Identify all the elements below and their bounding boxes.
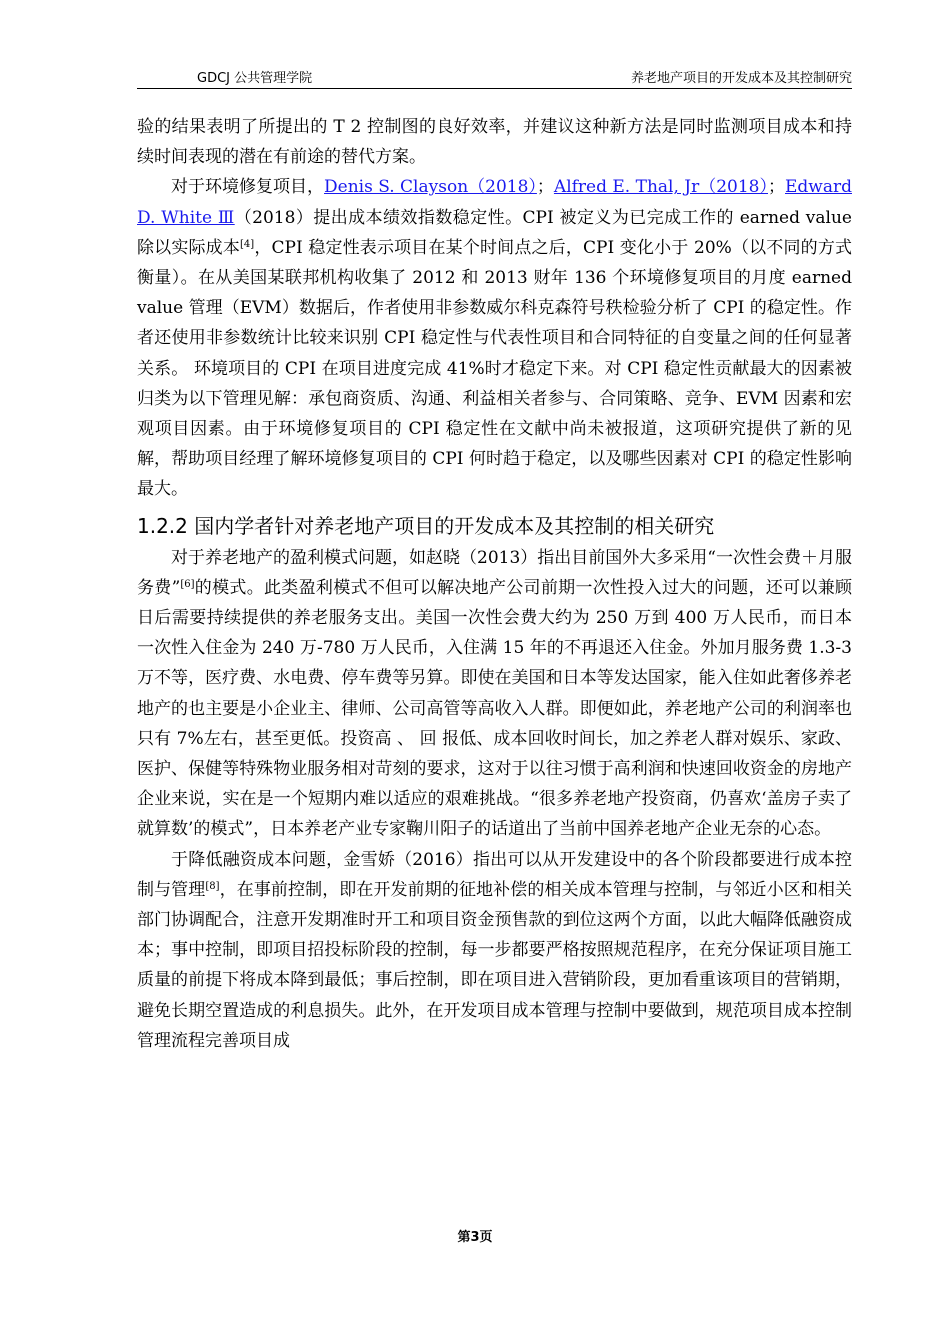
citation-link-white[interactable]: Edward D. White Ⅲ (137, 177, 852, 228)
section-heading: 1.2.2 国内学者针对养老地产项目的开发成本及其控制的相关研究 (137, 513, 715, 538)
paragraph-4-rest: ，在事前控制，即在开发前期的征地补偿的相关成本管理与控制，与邻近小区和相关部门协调配合，注意开发期准时开工和项目资金预售款的到位这两个方面，以此大幅降低融资成本；事中控制，即项目招投标阶段的控制，每一步都要严格按照规范程序，在充分保证项目施工质量的前提下将成本降到最低；事后控制，即在项目进入营销阶段，更加看重该项目的营销期，避免长期空置造成的利息损失。此外，在开发项目成本管理与控制中要做到，规范项目成本控制管理流程完善项目成 (137, 879, 852, 1051)
citation-link-clayson[interactable]: Denis S. Clayson（2018） (324, 177, 537, 198)
paragraph-2-rest: ，CPI 稳定性表示项目在某个时间点之后，CPI 变化小于 20%（以不同的方式衡量）。在从美国某联邦机构收集了 2012 和 2013 财年 136 个环境修复项目的月度 earned value 管理（EVM）数据后，作者使用非参数威尔科克森符号秩检验分析了 CPI 的稳定性。作者还使用非参数统计比较来识别 CPI 稳定性与代表性项目和合同特征的自变量之间的任何显著关系。 环境项目的 CPI 在项目进度完成 41%时才稳定下来。对 CPI 稳定性贡献最大的因素被归类为以下管理见解：承包商资质、沟通、利益相关者参与、合同策略、竞争、EVM 因素和宏观项目因素。由于环境修复项目的 CPI 稳定性在文献中尚未被报道，这项研究提供了新的见解，帮助项目经理了解环境修复项目的 CPI 何时趋于稳定，以及哪些因素对 CPI 的稳定性影响最大。 (137, 237, 852, 500)
page-body (137, 112, 852, 1056)
reference-6: [6] (180, 578, 195, 590)
paragraph-2-mid: （2018）提出成本绩效指数稳定性。CPI 被定义为已完成工作的 earned value 除以实际成本 (137, 207, 852, 258)
paragraph-4-start: 于降低融资成本问题，金雪娇（2016）指出可以从开发建设中的各个阶段都要进行成本控制与管理 (137, 849, 852, 900)
paragraph-2 (137, 172, 852, 504)
reference-8: [8] (205, 880, 220, 892)
paragraph-1: 验的结果表明了所提出的 T 2 控制图的良好效率，并建议这种新方法是同时监测项目成本和持续时间表现的潜在有前途的替代方案。 (137, 117, 852, 168)
paragraph-4 (137, 845, 852, 1056)
page-number: 第3页 (457, 1230, 493, 1245)
header-title: 养老地产项目的开发成本及其控制研究 (630, 71, 852, 86)
separator-1: ； (536, 177, 554, 198)
header-institution: GDCJ 公共管理学院 (197, 71, 313, 86)
paragraph-3-start: 对于养老地产的盈利模式问题，如赵晓（2013）指出目前国外大多采用“一次性会费＋月服务费” (137, 547, 852, 598)
paragraph-3 (137, 543, 852, 845)
citation-link-thal[interactable]: Alfred E. Thal, Jr（2018） (553, 177, 768, 198)
separator-2: ； (768, 177, 785, 198)
reference-4: [4] (240, 238, 255, 250)
paragraph-3-rest: 的模式。此类盈利模式不但可以解决地产公司前期一次性投入过大的问题，还可以兼顾日后需要持续提供的养老服务支出。美国一次性会费大约为 250 万到 400 万人民币，而日本一次性入住金为 240 万-780 万人民币，入住满 15 年的不再退还入住金。外加月服务费 1.3-3 万不等，医疗费、水电费、停车费等另算。即使在美国和日本等发达国家，能入住如此奢侈养老地产的也主要是小企业主、律师、公司高管等高收入人群。即便如此，养老地产公司的利润率也只有 7%左右，甚至更低。投资高 、 回 报低、成本回收时间长，加之养老人群对娱乐、家政、医护、保健等特殊物业服务相对苛刻的要求，这对于以往习惯于高利润和快速回收资金的房地产企业来说，实在是一个短期内难以适应的艰难挑战。“很多养老地产投资商，仍喜欢‘盖房子卖了就算数’的模式”，日本养老产业专家鞠川阳子的话道出了当前中国养老地产企业无奈的心态。 (137, 577, 853, 840)
page-header (137, 62, 852, 89)
paragraph-2-start: 对于环境修复项目， (171, 177, 324, 198)
